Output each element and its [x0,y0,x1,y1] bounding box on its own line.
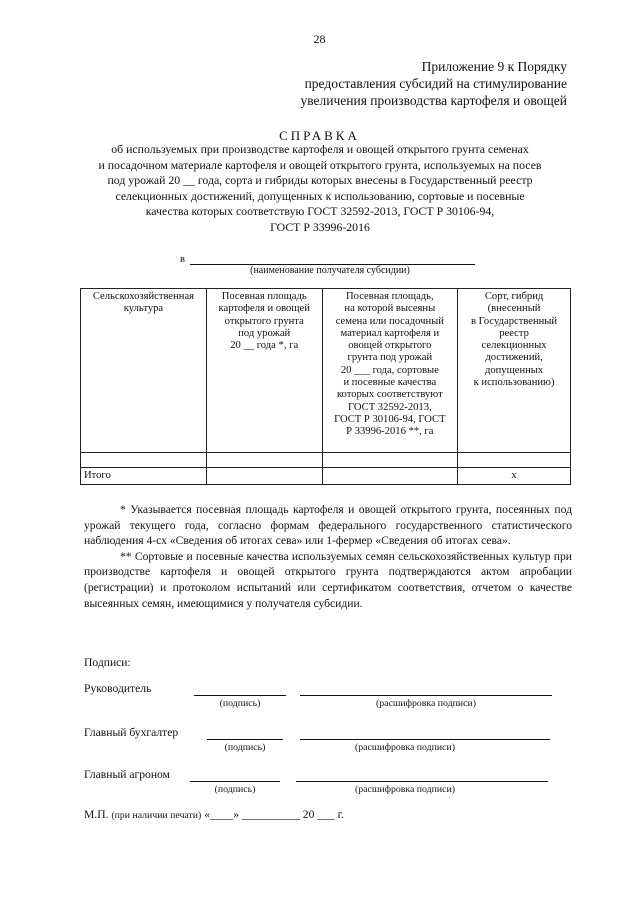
header-total-area: Посевная площадь картофеля и овощей открытого грунта под урожай 20 __ года *, га [206,289,322,453]
stamp-line [84,808,344,821]
sign-line [190,780,280,782]
intro-line: ГОСТ Р 33996-2016 [270,219,370,234]
header-variety: Сорт, гибрид (внесенный в Государственный реестр селекционных достижений, допущенных к использованию) [458,289,571,453]
table-header-row [81,289,571,453]
sign-line [207,738,283,740]
table-row [81,453,571,468]
sign-caption: (подпись) [224,742,266,753]
sign-caption: (подпись) [219,698,261,709]
appendix-line: Приложение 9 к Порядку [421,59,567,74]
table-total-row [81,468,571,485]
intro-line: и посадочном материале картофеля и овощей открытого грунта, используемых на посев [98,157,542,172]
name-caption: (расшифровка подписи) [354,784,455,795]
document-title: СПРАВКА [279,128,360,143]
header-crop: Сельскохозяйственная культура [81,289,207,453]
page-number: 28 [313,32,326,46]
stamp-note: (при наличии печати) [111,810,202,821]
appendix-line: предоставления субсидий на стимулирование [304,76,567,91]
sign-caption: (подпись) [214,784,256,795]
recipient-prefix: в [180,254,185,265]
intro-line: под урожай 20 __ года, сорта и гибриды которых внесены в Государственный реестр [107,173,533,187]
name-caption: (расшифровка подписи) [375,698,476,709]
signature-role: Главный бухгалтер [84,726,179,739]
intro-line: качества которых соответствую ГОСТ 32592-2013, ГОСТ Р 30106-94, [145,204,495,218]
total-label: Итого [81,468,207,485]
appendix-header [247,58,567,109]
name-line [300,694,552,696]
document-intro [70,142,570,235]
signatures-label: Подписи: [84,656,131,669]
signature-role: Руководитель [84,682,152,695]
header-seeded-area: Посевная площадь, на которой высеяны семена или посадочный материал картофеля и овощей открытого грунта под урожай 20 ___ года, сортовые и посевные качества которых соответствуют ГОСТ 32592-2013, ГОСТ Р 30106-94, ГОСТ Р 33996-2016 **, га [322,289,458,453]
name-line [296,780,548,782]
data-table [80,288,571,485]
intro-line: селекционных достижений, допущенных к использованию, сортовые и посевные [115,188,525,203]
intro-line: об используемых при производстве картофеля и овощей открытого грунта семенах [111,142,529,156]
recipient-caption: (наименование получателя субсидии) [250,265,410,276]
signature-role: Главный агроном [84,768,170,781]
footnote-1: * Указывается посевная площадь картофеля и овощей открытого грунта, посеянных под урожай текущего года, согласно формам федерального государственного статистического наблюдения 4-сх «Сведения об итогах сева» или 1-фермер «Сведения об итогах сева». [84,503,572,548]
stamp-date: «____» __________ 20 ___ г. [204,808,344,821]
total-mark: x [458,468,571,485]
footnote-2: ** Сортовые и посевные качества используемых семян сельскохозяйственных культур при производстве картофеля и овощей открытого грунта подтверждаются актом апробации (регистрации) и протоколом испытаний или сертификатом соответствия, отчетом о качестве высеянных семян, имеющимися у получателя субсидии. [84,549,572,610]
name-caption: (расшифровка подписи) [354,742,455,753]
sign-line [194,694,286,696]
footnotes [84,502,572,611]
name-line [300,738,550,740]
stamp-mp: М.П. [84,808,109,821]
appendix-line: увеличения производства картофеля и овощей [300,93,567,108]
